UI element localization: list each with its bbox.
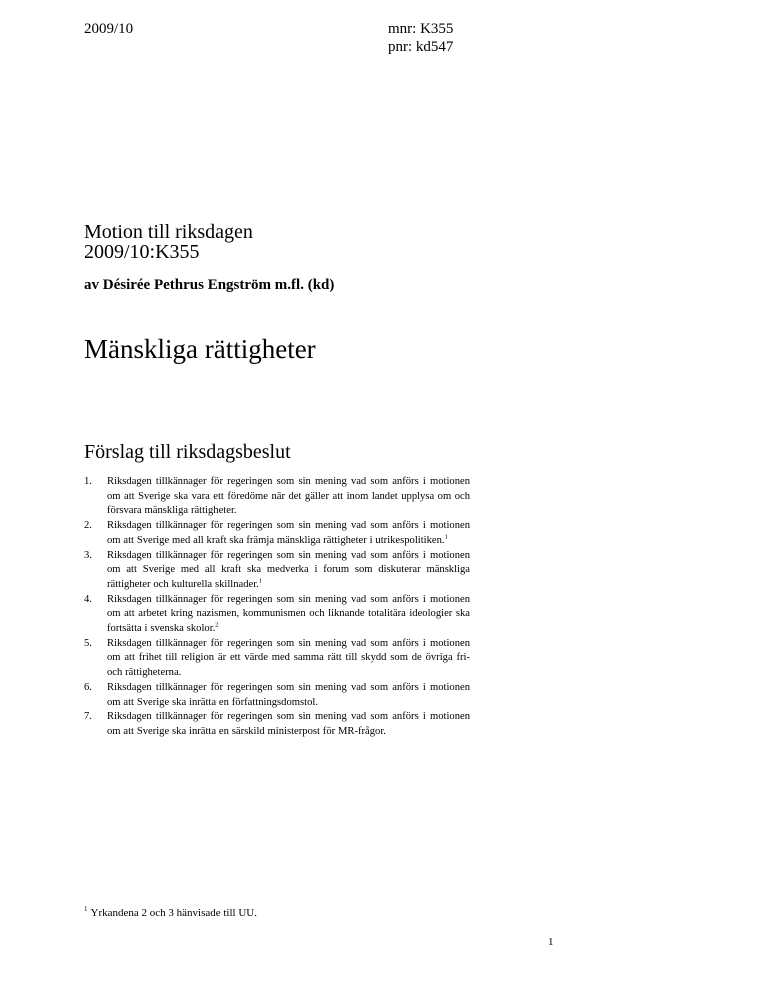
footnote-marker: 1 (84, 905, 88, 914)
section-heading: Förslag till riksdagsbeslut (84, 441, 291, 463)
motion-number: mnr: K355 (388, 21, 454, 37)
proposal-text (107, 710, 470, 739)
proposal-text (107, 475, 470, 519)
proposal-text-body: Riksdagen tillkännager för regeringen som sin mening vad som anförs i motionen om att Sverige ska inrätta en författningsdomstol. (107, 681, 470, 708)
footnote-ref: 2 (215, 621, 219, 629)
footnote-ref: 1 (444, 533, 448, 541)
proposal-item (84, 710, 470, 739)
proposal-number: 3. (84, 549, 92, 561)
document-type (84, 222, 253, 262)
proposal-item (84, 475, 470, 519)
proposal-text (107, 549, 470, 593)
proposal-number: 4. (84, 593, 92, 605)
proposal-number: 2. (84, 520, 92, 532)
authors: av Désirée Pethrus Engström m.fl. (kd) (84, 277, 335, 293)
proposal-item (84, 681, 470, 710)
proposal-list (84, 475, 470, 740)
proposal-text-body: Riksdagen tillkännager för regeringen som sin mening vad som anförs i motionen om att Sverige ska vara ett föredöme när det gäller att inom landet upplysa om och försvara mänskliga rättigheter. (107, 476, 470, 517)
proposal-text (107, 593, 470, 637)
proposal-item (84, 549, 470, 593)
proposal-text (107, 637, 470, 681)
proposal-text-body: Riksdagen tillkännager för regeringen som sin mening vad som anförs i motionen om att Sverige med all kraft ska främja mänskliga rättigheter i utrikespolitiken. (107, 520, 470, 546)
document-type-line: Motion till riksdagen (84, 221, 253, 243)
page-title: Mänskliga rättigheter (84, 334, 316, 364)
proposal-number: 6. (84, 681, 92, 693)
header-session: 2009/10 (84, 21, 134, 37)
proposal-text-body: Riksdagen tillkännager för regeringen som sin mening vad som anförs i motionen om att Sverige med all kraft ska medverka i forum som diskuterar mänskliga rättigheter och kulturella skillnader. (107, 549, 470, 590)
footnote-text: Yrkandena 2 och 3 hänvisade till UU. (90, 907, 257, 919)
person-number: pnr: kd547 (388, 39, 454, 55)
footnote (84, 906, 257, 920)
proposal-text-body: Riksdagen tillkännager för regeringen som sin mening vad som anförs i motionen om att Sverige ska inrätta en särskild ministerpost för MR-frågor. (107, 711, 470, 737)
footnote-ref: 1 (258, 577, 263, 585)
proposal-item (84, 593, 470, 637)
proposal-number: 5. (84, 637, 92, 649)
proposal-number: 1. (84, 476, 92, 487)
proposal-text (107, 519, 470, 548)
header-identifiers (388, 20, 453, 56)
proposal-text-body: Riksdagen tillkännager för regeringen som sin mening vad som anförs i motionen om att arbetet kring nazismen, kommunismen och liknande totalitära ideologier ska fortsätta i svenska skolor. (107, 593, 470, 635)
proposal-text-body: Riksdagen tillkännager för regeringen som sin mening vad som anförs i motionen om att frihet till religion är ett värde med samma rätt till skydd som de övriga fri- och rättigheterna. (107, 637, 470, 679)
proposal-number: 7. (84, 711, 92, 723)
proposal-item (84, 519, 470, 548)
proposal-text (107, 681, 470, 710)
page-number: 1 (548, 936, 554, 948)
document-reference: 2009/10:K355 (84, 241, 200, 263)
proposal-item (84, 637, 470, 681)
